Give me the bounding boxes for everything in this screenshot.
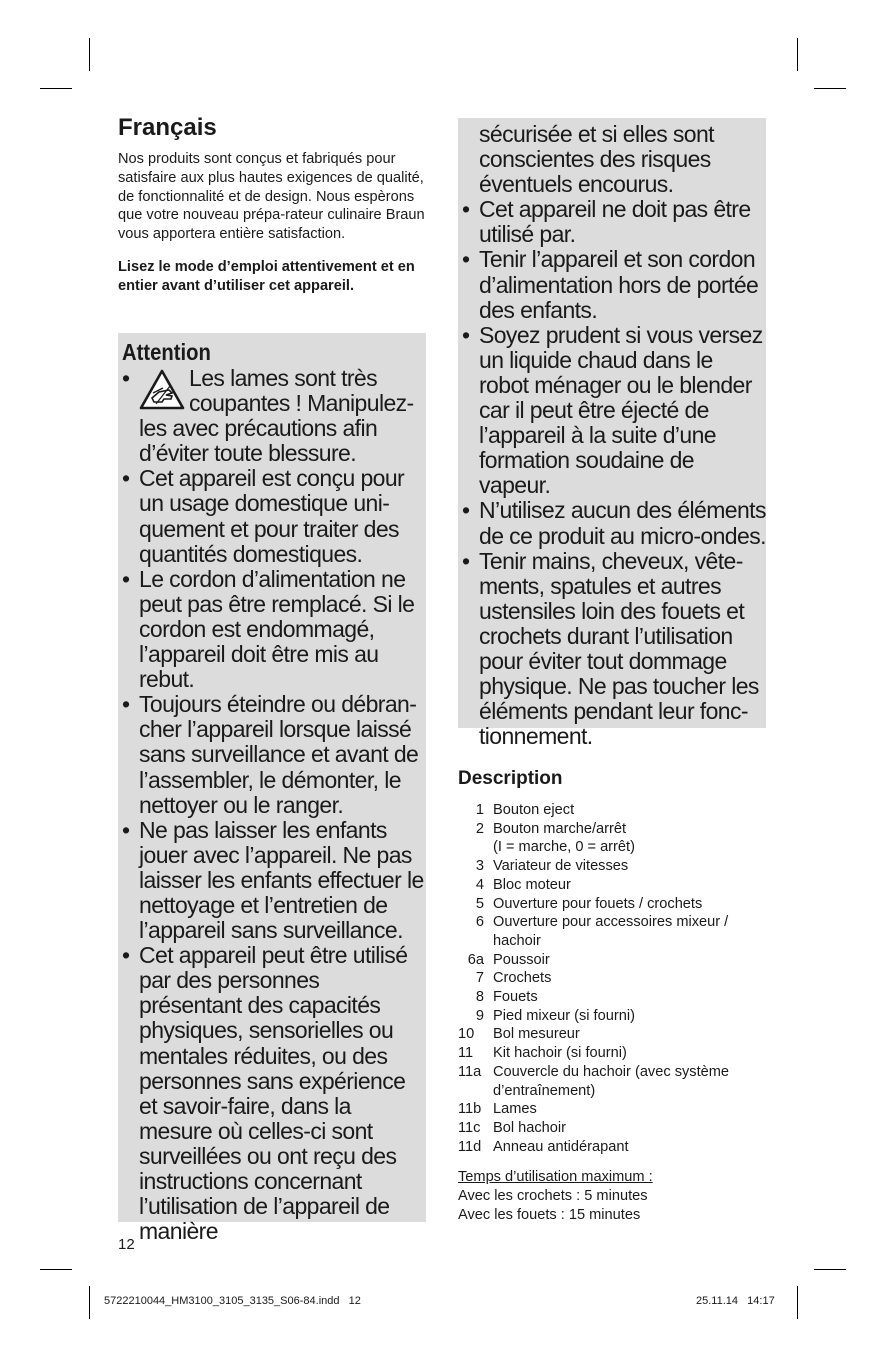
list-item: 3 Variateur de vitesses xyxy=(475,858,629,875)
list-item: 6 Ouverture pour accessoires mixeur / hachoir xyxy=(475,914,729,949)
list-item: 1 Bouton eject xyxy=(475,802,575,818)
crop-mark xyxy=(797,1286,798,1319)
crop-mark xyxy=(89,38,90,71)
list-item: 11a Couvercle du hachoir (avec système d’entraînement) xyxy=(458,1063,730,1099)
usage-time-line: Avec les crochets : 5 minutes xyxy=(458,1187,648,1204)
list-item: 11d Anneau antidérapant xyxy=(458,1138,629,1155)
crop-mark xyxy=(40,1269,72,1270)
attention-item: • Toujours éteindre ou débran-cher l’appareil lorsque laissé sans surveillance et avant de l’assembler, le démonter, le nettoyer ou le ranger. xyxy=(118,692,426,817)
usage-time-title: Temps d’utilisation maximum : xyxy=(458,1169,653,1185)
attention-heading: Attention xyxy=(122,339,211,365)
attention-list-left xyxy=(118,366,426,1244)
list-item: 11c Bol hachoir xyxy=(458,1119,567,1136)
crop-mark xyxy=(797,38,798,71)
list-item: 5 Ouverture pour fouets / crochets xyxy=(475,895,703,912)
attention-box-right xyxy=(458,118,766,750)
list-item: 7 Crochets xyxy=(475,970,552,987)
page-title: Français xyxy=(118,114,217,141)
intro-section xyxy=(118,112,428,296)
list-item: 11b Lames xyxy=(458,1101,537,1118)
page-number: 12 xyxy=(118,1236,135,1253)
list-item: 9 Pied mixeur (si fourni) xyxy=(475,1007,635,1024)
attention-item: • Cet appareil est conçu pour un usage domestique uni-quement et pour traiter des quantités domestiques. xyxy=(118,466,426,566)
attention-item: • Tenir mains, cheveux, vête-ments, spatules et autres ustensiles loin des fouets et crochets durant l’utilisation pour éviter tout dommage physique. Ne pas toucher les éléments pendant leur fonc-tionnement. xyxy=(458,549,766,750)
crop-mark xyxy=(40,88,72,89)
list-item: 2 Bouton marche/arrêt (I = marche, 0 = arrêt) xyxy=(475,820,635,856)
list-item: 8 Fouets xyxy=(475,989,538,1006)
footer-date: 25.11.14 14:17 xyxy=(696,1295,775,1307)
attention-item: • N’utilisez aucun des éléments de ce produit au micro-ondes. xyxy=(458,498,766,548)
attention-item: • Tenir l’appareil et son cordon d’alimentation hors de portée des enfants. xyxy=(458,247,766,322)
attention-continuation: sécurisée et si elles sont conscientes des risques éventuels encourus. xyxy=(479,121,714,198)
list-item: 4 Bloc moteur xyxy=(475,876,571,893)
crop-mark xyxy=(814,1269,846,1270)
description-heading: Description xyxy=(458,768,563,789)
attention-item: • Le cordon d’alimentation ne peut pas être remplacé. Si le cordon est endommagé, l’appareil doit être mis au rebut. xyxy=(118,567,426,692)
intro-text: Nos produits sont conçus et fabriqués pour satisfaire aux plus hautes exigences de qualité, de fonctionnalité et de design. Nous espèrons que votre nouveau prépa-rateur culinaire Braun vous apportera entière satisfaction. xyxy=(118,151,425,243)
list-item: 11 Kit hachoir (si fourni) xyxy=(458,1045,627,1062)
description-list xyxy=(458,801,768,1156)
hand-cut-warning-icon xyxy=(139,368,185,412)
footer-file-info: 5722210044_HM3100_3105_3135_S06-84.indd 12 xyxy=(104,1295,361,1307)
attention-item: • Soyez prudent si vous versez un liquide chaud dans le robot ménager ou le blender car il peut être éjecté de l’appareil à la suite d’une formation soudaine de vapeur. xyxy=(458,323,766,499)
attention-list-right xyxy=(458,197,766,749)
list-item: 10 Bol mesureur xyxy=(458,1026,580,1043)
attention-item: • Ne pas laisser les enfants jouer avec l’appareil. Ne pas laisser les enfants effectuer le nettoyage et l’entretien de l’appareil sans surveillance. xyxy=(118,818,426,943)
crop-mark xyxy=(814,88,846,89)
intro-bold-text: Lisez le mode d’emploi attentivement et en entier avant d’utiliser cet appareil. xyxy=(118,258,415,294)
attention-item: • Cet appareil ne doit pas être utilisé par. xyxy=(458,197,766,247)
usage-time-block xyxy=(458,1168,653,1224)
list-item: 6a Poussoir xyxy=(467,951,550,968)
attention-item: • Cet appareil peut être utilisé par des personnes présentant des capacités physiques, sensorielles ou mentales réduites, ou des personnes sans expérience et savoir-faire, dans la mesure où celles-ci sont surveillées ou ont reçu des instructions concernant l’utilisation de l’appareil de manière xyxy=(118,943,426,1244)
usage-time-line: Avec les fouets : 15 minutes xyxy=(458,1206,641,1223)
crop-mark xyxy=(89,1286,90,1319)
attention-item: • Les lames sont très coupantes ! Manipulez-les avec précautions afin d’éviter toute blessure. xyxy=(118,366,426,466)
